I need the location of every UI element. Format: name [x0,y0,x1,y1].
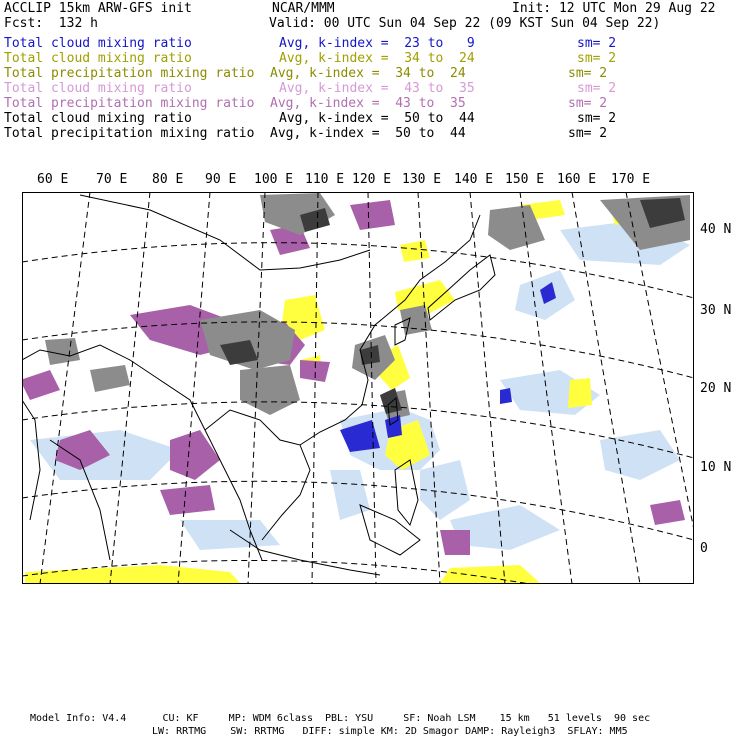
lat-label-30n: 30 N [700,303,732,318]
legend-stat-7: Avg, k-index = 50 to 44 [270,126,466,141]
legend-stat-6: Avg, k-index = 50 to 44 [279,111,475,126]
lon-label-140e: 140 E [454,172,494,187]
model-title: ACCLIP 15km ARW-GFS init [4,1,192,16]
lat-label-40n: 40 N [700,222,732,237]
legend-field-4: Total cloud mixing ratio [4,81,192,96]
map-panel [22,192,694,584]
lon-label-110e: 110 E [305,172,345,187]
legend-stat-3: Avg, k-index = 34 to 24 [270,66,466,81]
legend-smooth-4: sm= 2 [577,81,617,96]
lon-label-160e: 160 E [557,172,597,187]
lon-label-90e: 90 E [205,172,237,187]
valid-time: Valid: 00 UTC Sun 04 Sep 22 (09 KST Sun 04 Sep 22) [269,16,661,31]
legend-field-5: Total precipitation mixing ratio [4,96,255,111]
legend-smooth-7: sm= 2 [568,126,608,141]
legend-smooth-6: sm= 2 [577,111,617,126]
legend-smooth-2: sm= 2 [577,51,617,66]
forecast-hour: Fcst: 132 h [4,16,98,31]
legend-stat-1: Avg, k-index = 23 to 9 [279,36,475,51]
lon-label-170e: 170 E [611,172,651,187]
init-time: Init: 12 UTC Mon 29 Aug 22 [512,1,716,16]
model-info-line-1: Model Info: V4.4 CU: KF MP: WDM 6class PBL: YSU SF: Noah LSM 15 km 51 levels 90 sec [30,713,651,724]
lon-label-120e: 120 E [352,172,392,187]
model-info-line-2: LW: RRTMG SW: RRTMG DIFF: simple KM: 2D Smagor DAMP: Rayleigh3 SFLAY: MM5 [152,726,628,737]
legend-field-6: Total cloud mixing ratio [4,111,192,126]
map-canvas [22,192,694,584]
legend-stat-4: Avg, k-index = 43 to 35 [279,81,475,96]
lat-label-0: 0 [700,541,708,556]
lat-label-20n: 20 N [700,381,732,396]
organization-label: NCAR/MMM [272,1,335,16]
legend-stat-2: Avg, k-index = 34 to 24 [279,51,475,66]
legend-field-3: Total precipitation mixing ratio [4,66,255,81]
lon-label-130e: 130 E [402,172,442,187]
legend-field-7: Total precipitation mixing ratio [4,126,255,141]
legend-smooth-3: sm= 2 [568,66,608,81]
legend-field-1: Total cloud mixing ratio [4,36,192,51]
lat-label-10n: 10 N [700,460,732,475]
legend-smooth-5: sm= 2 [568,96,608,111]
legend-stat-5: Avg, k-index = 43 to 35 [270,96,466,111]
lon-label-100e: 100 E [254,172,294,187]
legend-field-2: Total cloud mixing ratio [4,51,192,66]
legend-smooth-1: sm= 2 [577,36,617,51]
lon-label-80e: 80 E [152,172,184,187]
lon-label-70e: 70 E [96,172,128,187]
lon-label-150e: 150 E [505,172,545,187]
lon-label-60e: 60 E [37,172,69,187]
